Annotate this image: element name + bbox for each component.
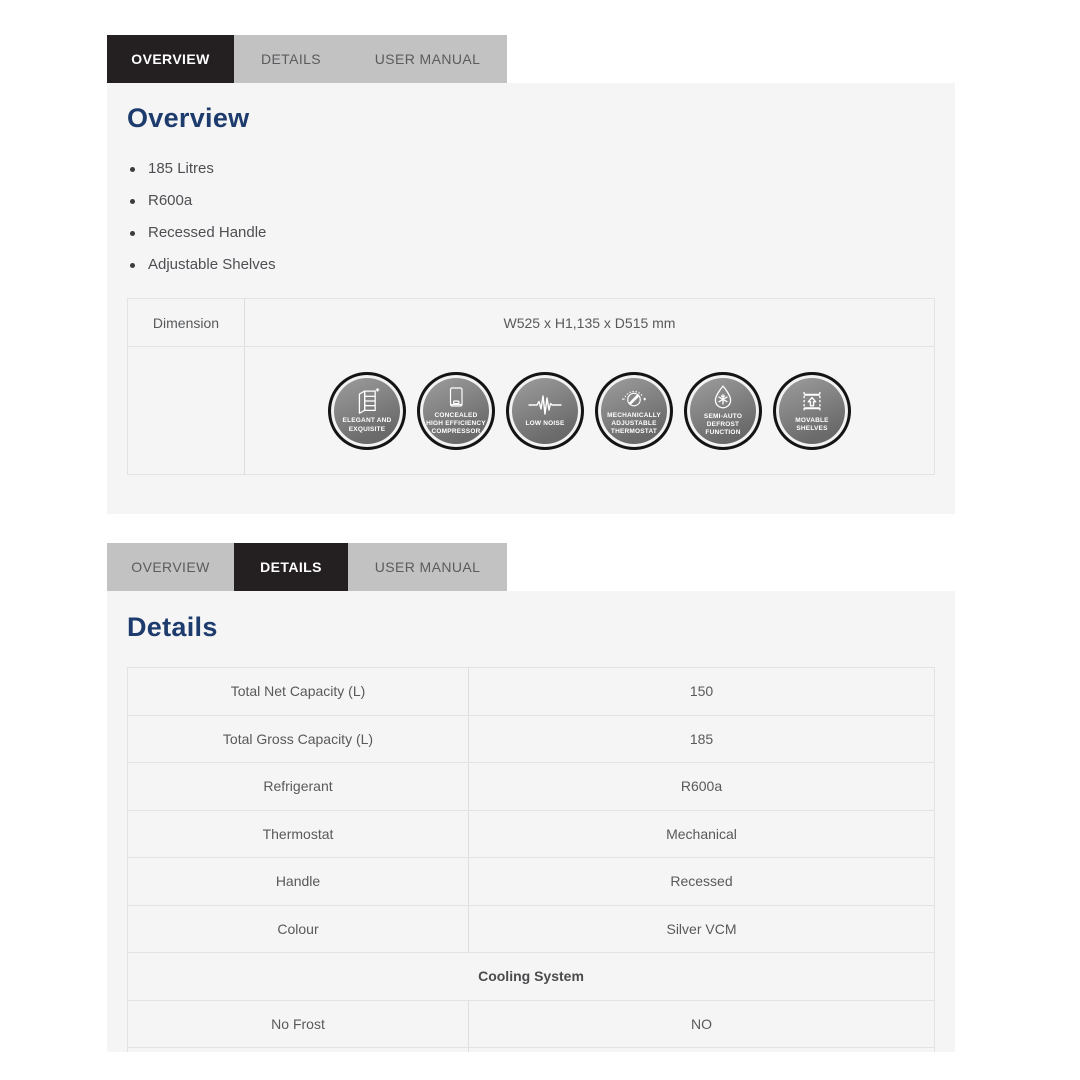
spec-value: Silver VCM [666,920,737,937]
spec-value: NO [691,1015,712,1032]
spec-value: Mechanical [666,825,737,842]
tab-overview[interactable]: OVERVIEW [131,559,210,575]
compressor-icon [444,385,468,412]
spec-label: Colour [128,906,469,953]
table-row [128,906,934,954]
dimension-table [127,298,935,475]
feature-badge [595,372,673,450]
details-section-tabbar [107,543,507,591]
tab-user-manual[interactable]: USER MANUAL [374,51,481,67]
feature-badge [417,372,495,450]
spec-label: Total Gross Capacity (L) [128,716,469,763]
dimension-value: W525 x H1,135 x D515 mm [503,314,676,331]
overview-panel [107,83,955,514]
spec-value: Recessed [670,873,733,890]
table-row-clipped [128,1048,934,1052]
overview-section-tabbar [107,35,507,83]
spec-value: 185 [689,730,714,747]
spec-value [469,1048,934,1052]
spec-label: Handle [128,858,469,905]
overview-title: Overview [127,103,250,133]
badge-label: LOW NOISE [525,420,565,428]
bullet-item: Adjustable Shelves [127,249,935,281]
table-row [128,668,934,716]
bullet-item: R600a [127,185,935,217]
empty-label-cell [128,347,245,474]
table-row [128,299,934,347]
feature-badge [328,372,406,450]
details-spec-table [127,667,935,1052]
spec-label: Thermostat [128,811,469,858]
spec-value: R600a [680,778,723,795]
feature-badge [773,372,851,450]
table-row [128,858,934,906]
feature-badges-row [245,347,934,474]
overview-bullet-list [127,153,935,281]
bullet-item: Recessed Handle [127,217,935,249]
details-title: Details [127,612,218,642]
table-row [128,716,934,764]
spec-label: Total Net Capacity (L) [128,668,469,715]
shelf-up-arrow-icon [798,388,826,417]
badge-label: SEMI-AUTO DEFROST FUNCTION [703,412,743,437]
tab-details[interactable]: DETAILS [234,543,348,591]
fridge-open-door-icon [352,387,382,417]
dimension-label: Dimension [128,299,245,346]
spec-label [128,1048,469,1052]
badge-label: ELEGANT AND EXQUISITE [342,417,392,433]
thermostat-dial-icon [620,385,648,412]
spec-label: Refrigerant [128,763,469,810]
feature-badge [684,372,762,450]
tab-details[interactable]: DETAILS [260,51,322,67]
spec-value: 150 [689,683,714,700]
badge-label: MOVABLE SHELVES [795,416,829,432]
table-section-header: Cooling System [128,953,934,1001]
feature-badge [506,372,584,450]
table-row [128,763,934,811]
tab-user-manual[interactable]: USER MANUAL [374,559,481,575]
details-panel [107,591,955,1052]
table-row [128,1001,934,1049]
spec-label: No Frost [128,1001,469,1048]
badge-label: MECHANICALLY ADJUSTABLE THERMOSTAT [607,411,661,436]
table-row [128,811,934,859]
table-row [128,347,934,474]
badge-label: CONCEALED HIGH EFFICIENCY COMPRESSOR [426,411,486,436]
bullet-item: 185 Litres [127,153,935,185]
tab-overview[interactable]: OVERVIEW [107,35,234,83]
sound-wave-icon [527,392,563,420]
droplet-snowflake-icon [710,384,736,413]
